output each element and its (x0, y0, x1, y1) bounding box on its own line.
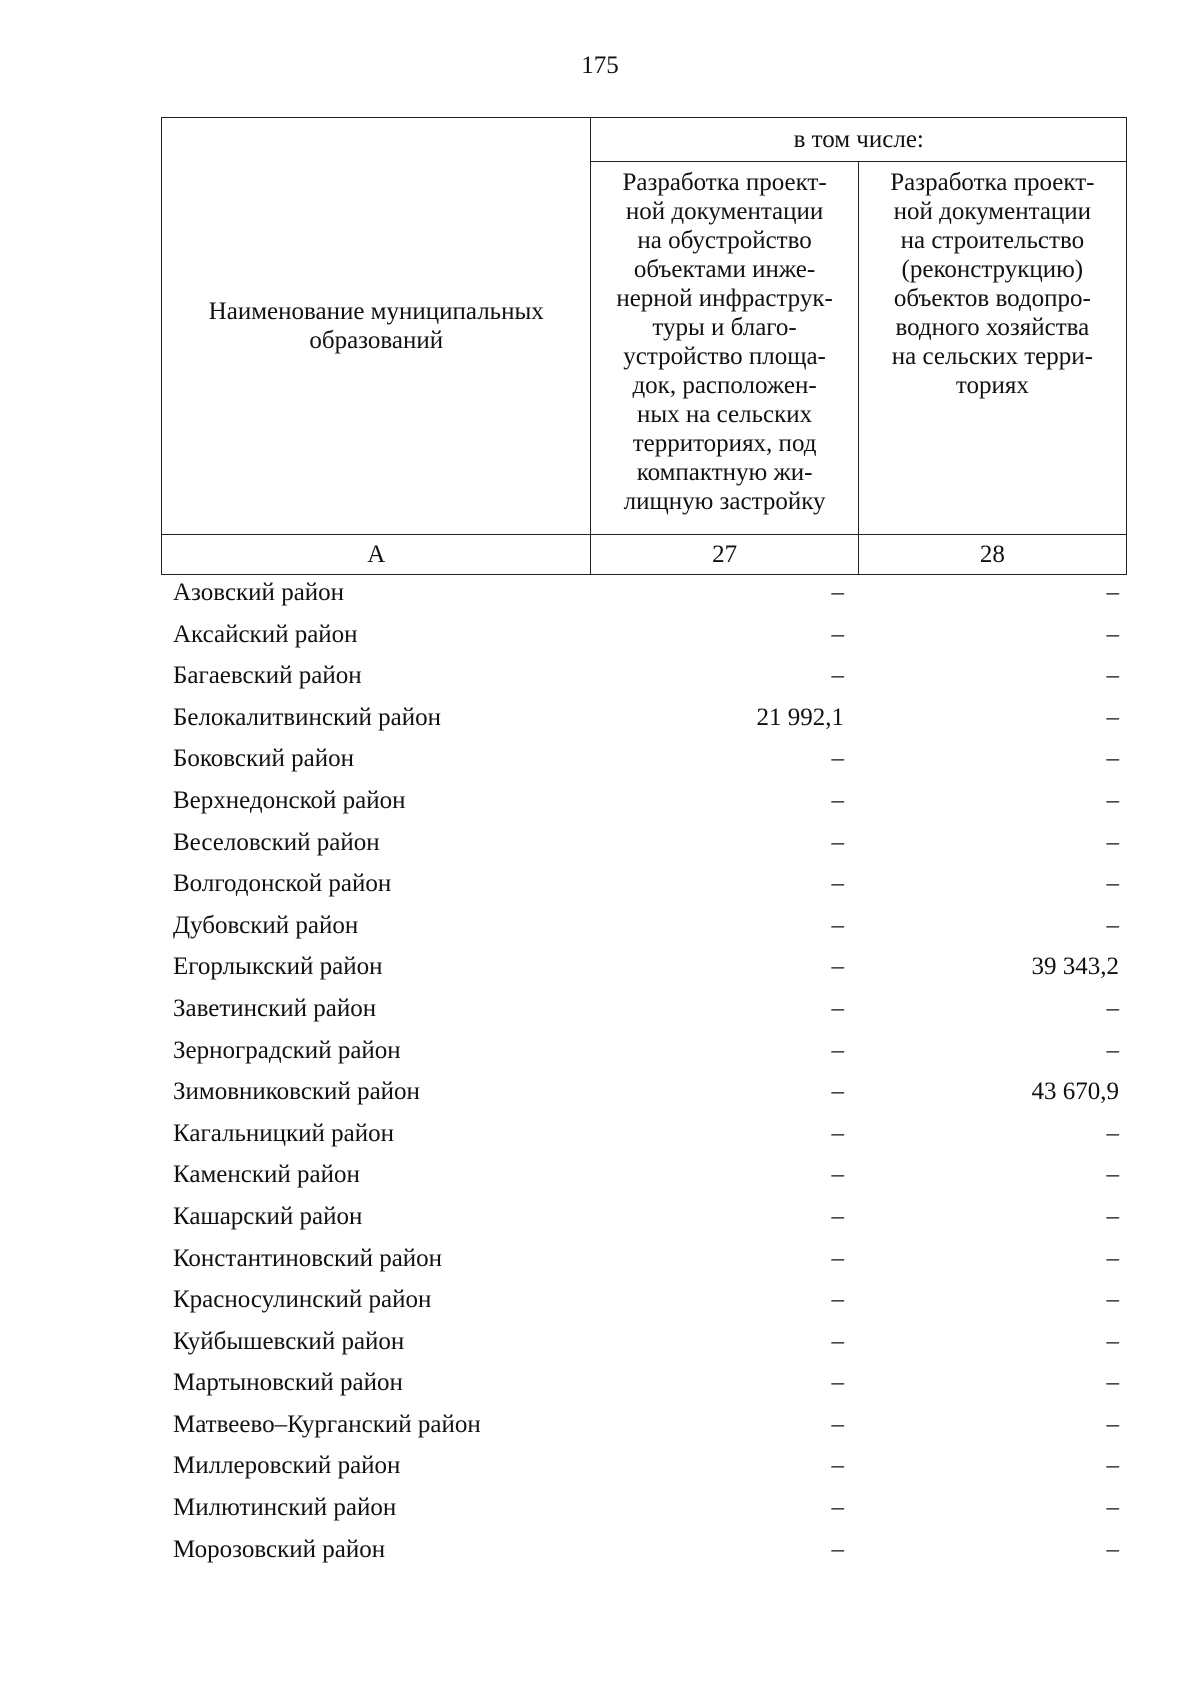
value-col-27: – (831, 1452, 844, 1480)
value-col-27: – (831, 1119, 844, 1147)
page-number: 175 (581, 52, 619, 79)
value-col-28: – (1106, 1119, 1119, 1147)
value-col-27: 21 992,1 (756, 703, 844, 731)
column-27-header: Разработка проект- ной документации на обустройство объектами инже- нерной инфраструк- туры и благо- устройство площа- док, расположен- ных на сельских территориях, под компактную жи- лищную застройку (591, 162, 858, 535)
value-col-27: – (831, 579, 844, 606)
municipality-name: Дубовский район (173, 911, 359, 939)
value-col-27: – (831, 1369, 844, 1397)
value-col-27: – (831, 1036, 844, 1064)
value-col-28: – (1106, 828, 1119, 856)
municipality-name: Мартыновский район (173, 1369, 403, 1397)
value-col-27: – (831, 1327, 844, 1355)
value-col-28: 39 343,2 (1031, 953, 1119, 981)
municipality-name: Константиновский район (173, 1244, 443, 1272)
index-28-cell: 28 (858, 535, 1126, 575)
table-row (161, 614, 1127, 656)
value-col-27: – (831, 1078, 844, 1106)
value-col-28: – (1106, 662, 1119, 690)
value-col-27: – (831, 1161, 844, 1189)
value-col-28: – (1106, 1161, 1119, 1189)
municipality-name: Боковский район (173, 745, 354, 773)
index-27-cell: 27 (591, 535, 858, 575)
municipality-name: Веселовский район (173, 828, 380, 856)
value-col-28: – (1106, 786, 1119, 814)
municipality-name-header: Наименование муниципальных образований (162, 118, 591, 535)
municipality-name: Милютинский район (173, 1494, 397, 1522)
value-col-28: – (1106, 620, 1119, 648)
value-col-27: – (831, 870, 844, 898)
value-col-28: – (1106, 911, 1119, 939)
value-col-27: – (831, 1202, 844, 1230)
value-col-27: – (831, 1244, 844, 1272)
municipality-name: Зимовниковский район (173, 1078, 420, 1106)
table-row (161, 1154, 1127, 1196)
table-row (161, 1362, 1127, 1404)
table-row (161, 738, 1127, 780)
subgroup-header: в том числе: (591, 118, 1127, 162)
value-col-28: – (1106, 1369, 1119, 1397)
municipality-name: Матвеево–Курганский район (173, 1410, 481, 1438)
table-header (161, 117, 1127, 575)
table-row (161, 822, 1127, 864)
table-row (161, 1113, 1127, 1155)
municipality-name: Аксайский район (173, 620, 358, 648)
value-col-28: – (1106, 1535, 1119, 1563)
value-col-28: – (1106, 745, 1119, 773)
table-row (161, 1196, 1127, 1238)
value-col-28: – (1106, 579, 1119, 606)
table-row (161, 1030, 1127, 1072)
table-row (161, 988, 1127, 1030)
value-col-28: – (1106, 1244, 1119, 1272)
value-col-27: – (831, 1535, 844, 1563)
value-col-27: – (831, 953, 844, 981)
table-row (161, 1445, 1127, 1487)
value-col-28: – (1106, 1036, 1119, 1064)
value-col-27: – (831, 745, 844, 773)
municipality-name: Заветинский район (173, 994, 377, 1022)
table-row (161, 1529, 1127, 1571)
municipality-name: Кашарский район (173, 1202, 363, 1230)
municipality-name: Красносулинский район (173, 1286, 432, 1314)
municipality-name: Миллеровский район (173, 1452, 401, 1480)
value-col-27: – (831, 620, 844, 648)
value-col-28: – (1106, 1494, 1119, 1522)
municipality-name: Зерноградский район (173, 1036, 401, 1064)
value-col-27: – (831, 994, 844, 1022)
table-row (161, 697, 1127, 739)
table-row (161, 863, 1127, 905)
municipality-name: Егорлыкский район (173, 953, 383, 981)
table-body (161, 572, 1127, 1570)
table-row (161, 780, 1127, 822)
municipality-name: Каменский район (173, 1161, 360, 1189)
value-col-28: – (1106, 1327, 1119, 1355)
value-col-28: – (1106, 870, 1119, 898)
value-col-27: – (831, 662, 844, 690)
municipality-name: Морозовский район (173, 1535, 386, 1563)
table-row (161, 1487, 1127, 1529)
index-name-cell: А (162, 535, 591, 575)
table-row (161, 1238, 1127, 1280)
table-row (161, 946, 1127, 988)
value-col-27: – (831, 1410, 844, 1438)
value-col-28: – (1106, 994, 1119, 1022)
municipality-name: Кагальницкий район (173, 1119, 395, 1147)
value-col-27: – (831, 1494, 844, 1522)
municipality-name: Азовский район (173, 579, 345, 606)
value-col-28: – (1106, 1452, 1119, 1480)
table-row (161, 655, 1127, 697)
value-col-28: – (1106, 1202, 1119, 1230)
municipality-name: Куйбышевский район (173, 1327, 405, 1355)
value-col-28: 43 670,9 (1031, 1078, 1119, 1106)
value-col-27: – (831, 786, 844, 814)
value-col-28: – (1106, 1410, 1119, 1438)
table-row (161, 1404, 1127, 1446)
value-col-28: – (1106, 1286, 1119, 1314)
value-col-27: – (831, 828, 844, 856)
value-col-28: – (1106, 703, 1119, 731)
municipality-name: Белокалитвинский район (173, 703, 441, 731)
value-col-27: – (831, 1286, 844, 1314)
municipality-name: Багаевский район (173, 662, 362, 690)
column-28-header: Разработка проект- ной документации на строительство (реконструкцию) объектов водопро- водного хозяйства на сельских терри- ториях (858, 162, 1126, 535)
table-row (161, 905, 1127, 947)
table-row (161, 1071, 1127, 1113)
municipality-name: Верхнедонской район (173, 786, 406, 814)
table-row (161, 1279, 1127, 1321)
municipality-name: Волгодонской район (173, 870, 392, 898)
value-col-27: – (831, 911, 844, 939)
table-row (161, 1321, 1127, 1363)
table-row (161, 572, 1127, 614)
